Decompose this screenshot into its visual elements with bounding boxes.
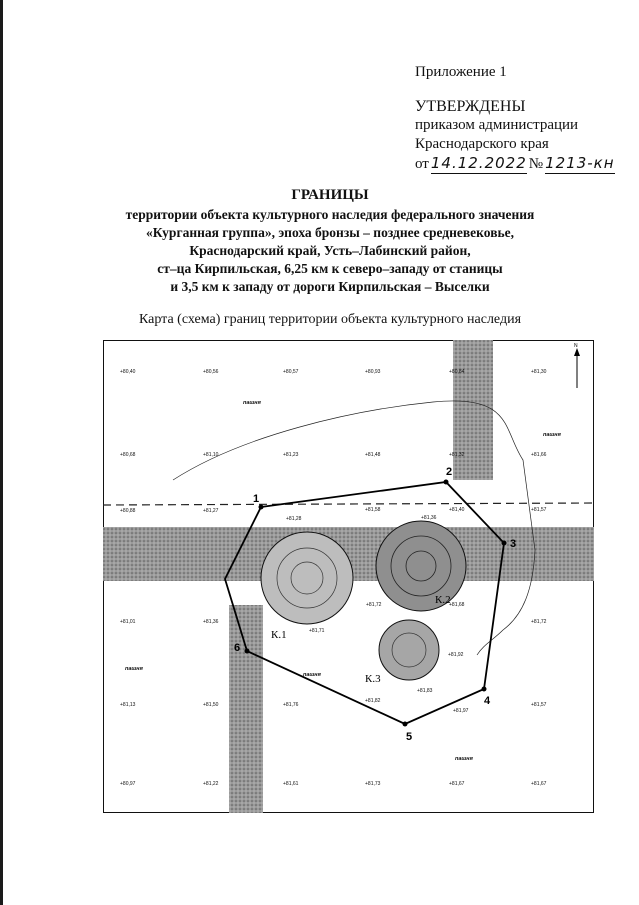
kurgan-1-label: К.1: [271, 629, 287, 641]
boundary-point-5-marker: [403, 722, 408, 727]
kurgan-2-label: К.2: [435, 594, 451, 606]
boundary-point-2-label: 2: [446, 466, 453, 478]
order-number: 1213-кн: [545, 154, 615, 172]
elevation-mark: +81,01: [120, 619, 136, 625]
elevation-mark: +81,22: [203, 781, 219, 787]
kurgan-1: [261, 532, 353, 624]
north-label: N: [574, 343, 578, 349]
elevation-mark: +80,68: [120, 452, 136, 458]
title-line-4: ст–ца Кирпильская, 6,25 км к северо–западу от станицы: [157, 261, 503, 276]
approval-line-2: Краснодарского края: [415, 136, 549, 152]
field-label: пашня: [125, 666, 143, 672]
kurgan-2: [376, 521, 466, 611]
elevation-mark: +81,76: [283, 702, 299, 708]
elevation-mark: +81,57: [531, 507, 547, 513]
boundary-point-3-label: 3: [510, 538, 517, 550]
appendix-label: Приложение 1: [415, 64, 507, 80]
field-label: пашня: [243, 400, 261, 406]
boundary-point-4-label: 4: [484, 695, 491, 707]
order-date: 14.12.2022: [430, 154, 527, 172]
elevation-mark: +81,73: [365, 781, 381, 787]
elevation-mark: +81,10: [203, 452, 219, 458]
elevation-mark: +81,67: [449, 781, 465, 787]
title-line-5: и 3,5 км к западу от дороги Кирпильская – Выселки: [170, 279, 490, 294]
elevation-mark: +80,84: [449, 369, 465, 375]
elevation-mark: +80,97: [120, 781, 136, 787]
elevation-mark: +81,36: [421, 515, 437, 521]
elevation-mark: +81,27: [203, 508, 219, 514]
elevation-mark: +80,57: [283, 369, 299, 375]
field-label: пашня: [455, 756, 473, 762]
elevation-mark: +81,30: [531, 369, 547, 375]
title-line-3: Краснодарский край, Усть–Лабинский район,: [189, 243, 471, 258]
approval-line-1: приказом администрации: [415, 117, 579, 133]
document-title: [80, 186, 580, 296]
elevation-mark: +81,97: [453, 708, 469, 714]
elevation-mark: +81,50: [203, 702, 219, 708]
approval-heading: УТВЕРЖДЕНЫ: [415, 98, 526, 115]
approval-date-row: [415, 154, 617, 174]
elevation-mark: +81,61: [283, 781, 299, 787]
approval-block: [415, 97, 617, 174]
elevation-mark: +81,92: [448, 652, 464, 658]
boundary-point-1-label: 1: [253, 493, 260, 505]
title-line-1: территории объекта культурного наследия федерального значения: [125, 207, 535, 222]
boundary-point-5-label: 5: [406, 731, 413, 743]
elevation-mark: +81,72: [531, 619, 547, 625]
boundary-point-1-marker: [259, 505, 264, 510]
elevation-mark: +80,40: [120, 369, 136, 375]
boundary-point-6-label: 6: [234, 642, 241, 654]
date-prefix: от: [415, 156, 429, 172]
elevation-mark: +81,66: [531, 452, 547, 458]
elevation-mark: +81,48: [365, 452, 381, 458]
forest-belt-vertical-bottom: [229, 605, 263, 813]
elevation-mark: +81,13: [120, 702, 136, 708]
boundary-point-2-marker: [444, 480, 449, 485]
kurgan-3: [379, 620, 439, 680]
elevation-mark: +80,93: [365, 369, 381, 375]
boundary-point-4-marker: [482, 687, 487, 692]
boundary-point-6-marker: [245, 649, 250, 654]
elevation-mark: +80,88: [120, 508, 136, 514]
elevation-mark: +81,32: [449, 452, 465, 458]
title-main: ГРАНИЦЫ: [291, 187, 369, 203]
elevation-mark: +81,82: [365, 698, 381, 704]
scan-edge: [0, 0, 3, 905]
elevation-mark: +80,56: [203, 369, 219, 375]
elevation-mark: +81,72: [366, 602, 382, 608]
elevation-mark: +81,58: [365, 507, 381, 513]
elevation-mark: +81,36: [203, 619, 219, 625]
elevation-mark: +81,40: [449, 507, 465, 513]
map-caption: Карта (схема) границ территории объекта культурного наследия: [138, 312, 522, 327]
elevation-mark: +81,68: [449, 602, 465, 608]
elevation-mark: +81,28: [286, 516, 302, 522]
elevation-mark: +81,83: [417, 688, 433, 694]
kurgan-3-label: К.3: [365, 673, 381, 685]
elevation-mark: +81,57: [531, 702, 547, 708]
boundary-map: [103, 340, 594, 813]
elevation-mark: +81,71: [309, 628, 325, 634]
field-label: пашня: [303, 672, 321, 678]
forest-belt-vertical-top: [453, 340, 493, 480]
elevation-mark: +81,67: [531, 781, 547, 787]
field-label: пашня: [543, 432, 561, 438]
number-prefix: №: [528, 156, 544, 172]
title-line-2: «Курганная группа», эпоха бронзы – позднее средневековье,: [145, 225, 514, 240]
elevation-mark: +81,23: [283, 452, 299, 458]
boundary-point-3-marker: [502, 541, 507, 546]
